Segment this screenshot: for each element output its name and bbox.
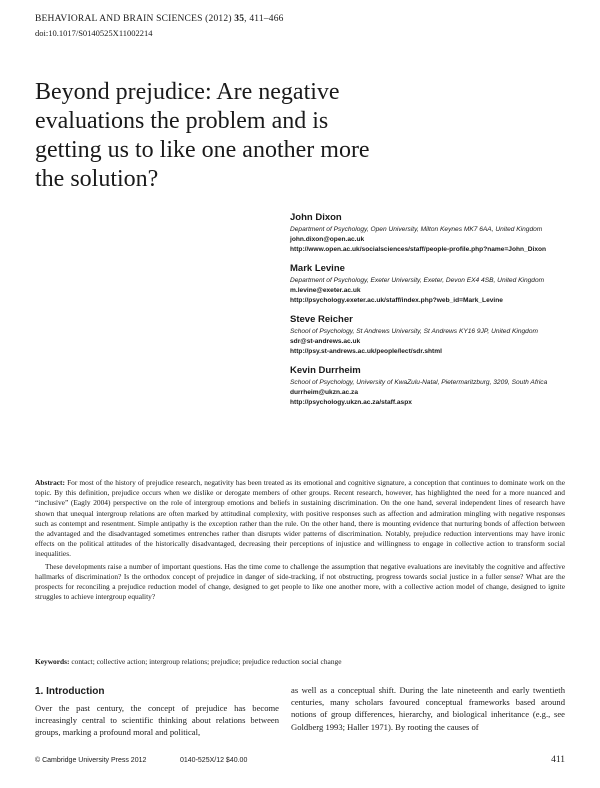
body-column-left: Over the past century, the concept of prejudice has become increasingly central to scientific thinking about relations between groups, marking a profound moral and political, <box>35 703 279 738</box>
abstract-paragraph: These developments raise a number of important questions. Has the time come to challenge the assumption that negative evaluations are inevitably the cognitive and affective hallmarks of discrimination? Is the orthodox concept of prejudice in danger of side-tracking, if not obstructing, progress towards social justice in a fuller sense? What are the prospects for reconciling a prejudice reduction model of change, designed to get people to like one another more, with a collective action model of change, designed to ignite struggles to achieve intergroup equality? <box>35 561 565 602</box>
author-name: John Dixon <box>290 212 342 223</box>
author-url[interactable]: http://psy.st-andrews.ac.uk/people/lect/sdr.shtml <box>290 348 442 355</box>
author-block <box>290 365 580 408</box>
author-name: Kevin Durrheim <box>290 365 361 376</box>
author-url[interactable]: http://www.open.ac.uk/socialsciences/staff/people-profile.php?name=John_Dixon <box>290 246 547 253</box>
keywords-text: contact; collective action; intergroup relations; prejudice; prejudice reduction social change <box>71 657 342 666</box>
journal-name: BEHAVIORAL AND BRAIN SCIENCES (2012) <box>35 14 232 24</box>
issn-price: 0140-525X/12 $40.00 <box>180 757 248 764</box>
keywords-label: Keywords: <box>35 657 70 666</box>
page-footer <box>35 757 565 764</box>
abstract <box>35 478 565 602</box>
journal-volume: 35 <box>234 14 245 24</box>
author-affiliation: Department of Psychology, Exeter University, Exeter, Devon EX4 4SB, United Kingdom <box>290 277 545 284</box>
author-affiliation: Department of Psychology, Open University, Milton Keynes MK7 6AA, United Kingdom <box>290 226 543 233</box>
author-list <box>290 212 580 416</box>
author-block <box>290 212 580 255</box>
article-title: Beyond prejudice: Are negative evaluations the problem and is getting us to like one another more the solution? <box>35 79 370 192</box>
journal-pages: , 411–466 <box>244 14 284 24</box>
author-affiliation: School of Psychology, St Andrews University, St Andrews KY16 9JP, United Kingdom <box>290 328 538 335</box>
author-email[interactable]: john.dixon@open.ac.uk <box>290 236 365 243</box>
author-block <box>290 314 580 357</box>
author-name: Steve Reicher <box>290 314 353 325</box>
author-url[interactable]: http://psychology.ukzn.ac.za/staff.aspx <box>290 399 412 406</box>
author-url[interactable]: http://psychology.exeter.ac.uk/staff/index.php?web_id=Mark_Levine <box>290 297 503 304</box>
copyright: © Cambridge University Press 2012 <box>35 757 147 764</box>
author-email[interactable]: m.levine@exeter.ac.uk <box>290 287 361 294</box>
author-email[interactable]: durrheim@ukzn.ac.za <box>290 389 358 396</box>
author-affiliation: School of Psychology, University of KwaZulu-Natal, Pietermaritzburg, 3209, South Africa <box>290 379 548 386</box>
doi[interactable]: doi:10.1017/S0140525X11002214 <box>35 28 153 38</box>
abstract-label: Abstract: <box>35 478 65 487</box>
page-number: 411 <box>551 755 565 765</box>
running-header <box>35 14 284 24</box>
author-name: Mark Levine <box>290 263 345 274</box>
body-column-right: as well as a conceptual shift. During the late nineteenth and early twentieth centuries, many scholars favoured conceptual frameworks based around notions of group differences, hierarchy, and biological inheritance (e.g., see Goldberg 1993; Haller 1971). By rooting the causes of <box>291 685 565 732</box>
section-heading: 1. Introduction <box>35 686 105 697</box>
abstract-paragraph <box>35 478 565 560</box>
author-block <box>290 263 580 306</box>
keywords <box>35 657 565 666</box>
abstract-text: For most of the history of prejudice research, negativity has been treated as its emotional and cognitive signature, a conception that continues to dominate work on the topic. By this definition, prejudice occurs when we dislike or derogate members of other groups. Recent research, however, has highlighted the need for a more nuanced and “inclusive” (Eagly 2004) perspective on the role of intergroup emotions and beliefs in sustaining discrimination. On the one hand, several independent lines of research have shown that unequal intergroup relations are often marked by attitudinal complexity, with positive responses such as affection and admiration mingling with negative responses such as contempt and resentment. Simple antipathy is the exception rather than the rule. On the other hand, there is mounting evidence that nurturing bonds of affection between the advantaged and the disadvantaged sometimes entrenches rather than disrupts wider patterns of discrimination. Notably, prejudice reduction interventions may have ironic effects on the political attitudes of the historically disadvantaged, decreasing their perceptions of injustice and willingness to engage in collective action to transform social inequalities. <box>35 478 565 559</box>
author-email[interactable]: sdr@st-andrews.ac.uk <box>290 338 361 345</box>
